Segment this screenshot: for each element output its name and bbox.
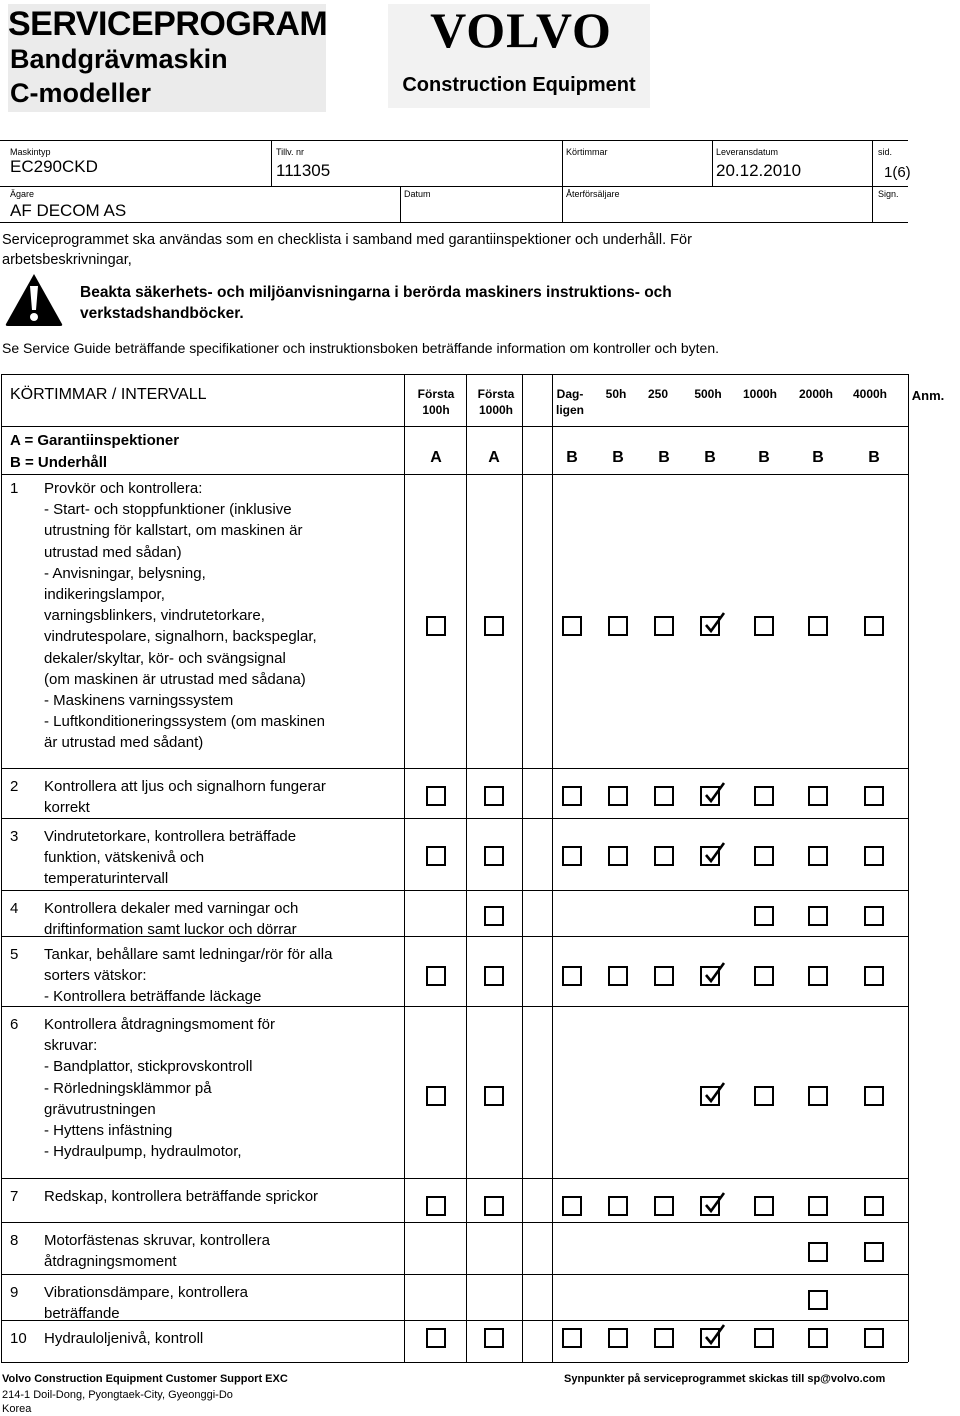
item-number: 7 — [10, 1188, 19, 1205]
aterforsaljare-label: Återförsäljare — [566, 189, 620, 199]
info-divider — [562, 140, 563, 222]
checkbox[interactable] — [426, 786, 446, 806]
item-description — [44, 478, 325, 754]
checkbox[interactable] — [864, 906, 884, 926]
column-header-line1: 4000h — [852, 387, 888, 401]
column-category: B — [658, 449, 670, 466]
column-header — [634, 386, 682, 402]
anm-label: Anm. — [911, 388, 945, 403]
checkbox[interactable] — [864, 966, 884, 986]
checkbox[interactable] — [562, 1328, 582, 1348]
checkbox-checked[interactable] — [700, 846, 720, 866]
column-category: A — [488, 449, 500, 466]
column-category: B — [612, 449, 624, 466]
checkbox[interactable] — [808, 1196, 828, 1216]
item-description-line: skruvar: — [44, 1037, 98, 1055]
intro-text: Serviceprogrammet ska användas som en checklista i samband med garantiinspektioner och underhåll. För — [2, 232, 692, 248]
checkmark-icon — [703, 612, 725, 634]
item-description-line: vindrutespolare, signalhorn, backspeglar, — [44, 628, 317, 646]
item-description-line: - Hyttens infästning — [44, 1122, 173, 1140]
checkbox[interactable] — [808, 906, 828, 926]
item-description-line: Tankar, behållare samt ledningar/rör för alla — [44, 946, 333, 963]
checkbox[interactable] — [754, 616, 774, 636]
checkbox[interactable] — [808, 1086, 828, 1106]
checkbox[interactable] — [484, 786, 504, 806]
checkbox-checked[interactable] — [700, 1086, 720, 1106]
item-description — [44, 898, 298, 940]
column-header — [412, 386, 460, 418]
column-category: A — [430, 449, 442, 466]
checkmark-icon — [703, 782, 725, 804]
intervall-label: KÖRTIMMAR / INTERVALL — [10, 386, 207, 403]
checkbox[interactable] — [754, 1196, 774, 1216]
checkbox[interactable] — [608, 1328, 628, 1348]
item-description-line: - Maskinens varningssystem — [44, 692, 234, 710]
checkbox[interactable] — [608, 1196, 628, 1216]
column-header-line2: 100h — [422, 403, 450, 417]
warning-text: Beakta säkerhets- och miljöanvisningarna i berörda maskiners instruktions- och — [80, 284, 672, 301]
checkbox[interactable] — [654, 846, 674, 866]
checkbox[interactable] — [562, 1196, 582, 1216]
footer-feedback: Synpunkter på serviceprogrammet skickas till sp@volvo.com — [564, 1373, 886, 1385]
checkmark-icon — [703, 1082, 725, 1104]
checkbox[interactable] — [562, 616, 582, 636]
checkbox[interactable] — [484, 966, 504, 986]
checkbox-checked[interactable] — [700, 786, 720, 806]
table-column-line — [908, 374, 909, 1362]
item-number: 10 — [10, 1330, 27, 1347]
sid-label: sid. — [878, 147, 893, 157]
table-top-line — [1, 374, 908, 375]
item-number: 6 — [10, 1016, 19, 1033]
info-grid-bottom — [0, 222, 908, 223]
footer-company: Volvo Construction Equipment Customer Support EXC — [2, 1373, 288, 1385]
maskintyp-value: EC290CKD — [10, 157, 98, 176]
datum-label: Datum — [404, 189, 431, 199]
checkmark-icon — [703, 1192, 725, 1214]
column-header — [792, 386, 840, 402]
checkbox[interactable] — [426, 1086, 446, 1106]
info-grid-mid — [0, 186, 908, 187]
checkbox[interactable] — [864, 1196, 884, 1216]
item-description-line: - Kontrollera beträffande läckage — [44, 988, 262, 1006]
item-description-line: grävutrustningen — [44, 1100, 156, 1118]
item-description-line: - Hydraulpump, hydraulmotor, — [44, 1143, 242, 1161]
column-header — [684, 386, 732, 402]
column-header-line1: 250 — [647, 387, 669, 401]
checkbox[interactable] — [484, 1196, 504, 1216]
service-guide-text: Se Service Guide beträffande specifikationer och instruktionsboken beträffande information om kontroller och byten. — [2, 340, 720, 356]
table-row-line — [1, 1274, 908, 1275]
item-description-line: Redskap, kontrollera beträffande sprickor — [44, 1188, 319, 1205]
column-header — [592, 386, 640, 402]
checkbox[interactable] — [562, 786, 582, 806]
item-description-line: Vibrationsdämpare, kontrollera — [44, 1284, 249, 1301]
column-header — [472, 386, 520, 418]
volvo-logo-text: VOLVO — [430, 2, 612, 58]
column-category: B — [566, 449, 578, 466]
checkbox[interactable] — [654, 966, 674, 986]
checkbox[interactable] — [754, 1086, 774, 1106]
item-description-line: är utrustad med sådant) — [44, 734, 204, 752]
sign-label: Sign. — [878, 189, 899, 199]
volvo-logo-subtext: Construction Equipment — [402, 74, 636, 96]
checkbox[interactable] — [484, 1086, 504, 1106]
table-header-line — [1, 426, 908, 427]
item-description — [44, 1328, 203, 1349]
item-description-line: Kontrollera dekaler med varningar och — [44, 900, 299, 917]
checkbox[interactable] — [484, 906, 504, 926]
column-header-line1: Dag- — [556, 387, 584, 401]
item-description — [44, 1186, 318, 1207]
item-number: 4 — [10, 900, 19, 917]
item-description-line: (om maskinen är utrustad med sådana) — [44, 670, 306, 688]
item-description-line: temperaturintervall — [44, 870, 169, 888]
document-subtitle: Bandgrävmaskin — [10, 44, 228, 74]
intro-text-2: arbetsbeskrivningar, — [2, 252, 132, 268]
checkbox[interactable] — [864, 1242, 884, 1262]
agare-label: Ägare — [10, 189, 35, 199]
checkbox[interactable] — [654, 616, 674, 636]
checkbox[interactable] — [608, 616, 628, 636]
table-bottom-line — [1, 1362, 908, 1363]
column-category: B — [758, 449, 770, 466]
column-header — [846, 386, 894, 402]
table-column-line — [404, 374, 405, 1362]
table-column-line — [552, 374, 553, 1362]
column-header-line1: 50h — [605, 387, 627, 401]
checkbox-checked[interactable] — [700, 616, 720, 636]
warning-text-2: verkstadshandböcker. — [80, 305, 244, 322]
checkbox[interactable] — [754, 1328, 774, 1348]
column-category: B — [704, 449, 716, 466]
checkbox[interactable] — [864, 616, 884, 636]
item-description — [44, 776, 326, 818]
item-description — [44, 1230, 270, 1272]
leveransdatum-value: 20.12.2010 — [716, 161, 802, 180]
document-title: SERVICEPROGRAM — [8, 5, 328, 43]
checkbox[interactable] — [808, 1290, 828, 1310]
checkbox[interactable] — [562, 846, 582, 866]
checkbox[interactable] — [608, 966, 628, 986]
warning-icon — [4, 272, 64, 328]
item-description-line: Hydrauloljenivå, kontroll — [44, 1330, 204, 1347]
checkbox[interactable] — [426, 966, 446, 986]
item-number: 8 — [10, 1232, 19, 1249]
checkbox[interactable] — [484, 846, 504, 866]
item-number: 9 — [10, 1284, 19, 1301]
column-header-line1: 2000h — [798, 387, 834, 401]
item-description-line: funktion, vätskenivå och — [44, 849, 205, 867]
footer-address: 214-1 Doil-Dong, Pyongtaek-City, Gyeonggi-Do — [2, 1389, 233, 1401]
checkbox-checked[interactable] — [700, 966, 720, 986]
checkmark-icon — [703, 842, 725, 864]
sid-value: 1(6) — [884, 164, 911, 181]
table-legend-line — [1, 474, 908, 475]
checkbox[interactable] — [808, 1328, 828, 1348]
item-number: 3 — [10, 828, 19, 845]
tillv-value: 111305 — [276, 161, 331, 180]
column-header-line2: ligen — [555, 403, 584, 417]
table-column-line — [522, 374, 523, 1362]
item-description-line: Vindrutetorkare, kontrollera beträffade — [44, 828, 297, 845]
checkbox[interactable] — [808, 966, 828, 986]
checkbox[interactable] — [864, 786, 884, 806]
checkmark-icon — [703, 1324, 725, 1346]
checkmark-icon — [703, 962, 725, 984]
checkbox[interactable] — [808, 1242, 828, 1262]
item-description-line: - Bandplattor, stickprovskontroll — [44, 1058, 253, 1076]
checkbox[interactable] — [426, 616, 446, 636]
checkbox[interactable] — [864, 846, 884, 866]
item-description-line: Kontrollera att ljus och signalhorn fungerar — [44, 778, 326, 795]
item-description-line: åtdragningsmoment — [44, 1253, 177, 1271]
column-category: B — [868, 449, 880, 466]
checkbox[interactable] — [484, 1328, 504, 1348]
item-description-line: - Luftkonditioneringssystem (om maskinen — [44, 713, 325, 731]
column-category: B — [812, 449, 824, 466]
checkbox-checked[interactable] — [700, 1328, 720, 1348]
checkbox[interactable] — [754, 966, 774, 986]
table-row-line — [1, 1178, 908, 1179]
item-description-line: Motorfästenas skruvar, kontrollera — [44, 1232, 270, 1249]
checkbox[interactable] — [654, 786, 674, 806]
item-description-line: utrustning för kallstart, om maskinen är — [44, 522, 303, 540]
checkbox[interactable] — [426, 1328, 446, 1348]
column-header — [736, 386, 784, 402]
item-number: 1 — [10, 480, 19, 497]
item-description — [44, 944, 333, 1008]
checkbox[interactable] — [808, 786, 828, 806]
item-description-line: - Anvisningar, belysning, — [44, 564, 206, 582]
checkbox[interactable] — [754, 846, 774, 866]
checkbox[interactable] — [426, 846, 446, 866]
info-divider — [712, 140, 713, 186]
item-description — [44, 1282, 248, 1324]
document-model: C-modeller — [10, 78, 152, 108]
tillv-label: Tillv. nr — [276, 147, 304, 157]
column-header-line2: 1000h — [478, 403, 514, 417]
item-description-line: - Rörledningsklämmor på — [44, 1079, 212, 1097]
item-description-line: sorters vätskor: — [44, 967, 147, 985]
item-description-line: varningsblinkers, vindrutetorkare, — [44, 607, 265, 625]
column-header-line1: Första — [477, 387, 515, 401]
footer-country: Korea — [2, 1403, 32, 1415]
checkbox[interactable] — [608, 786, 628, 806]
info-divider — [271, 140, 272, 186]
item-description — [44, 826, 296, 890]
item-description-line: dekaler/skyltar, kör- och svängsignal — [44, 649, 286, 667]
checkbox[interactable] — [562, 966, 582, 986]
checkbox[interactable] — [808, 616, 828, 636]
agare-value: AF DECOM AS — [10, 201, 127, 220]
item-description-line: beträffande — [44, 1305, 120, 1323]
item-description-line: Kontrollera åtdragningsmoment för — [44, 1016, 275, 1033]
checkbox-checked[interactable] — [700, 1196, 720, 1216]
checkbox[interactable] — [608, 846, 628, 866]
item-number: 2 — [10, 778, 19, 795]
info-grid-top — [0, 140, 908, 141]
column-header — [546, 386, 594, 418]
checkbox[interactable] — [654, 1328, 674, 1348]
checkbox[interactable] — [754, 786, 774, 806]
table-row-line — [1, 1222, 908, 1223]
column-header-line1: 500h — [694, 387, 722, 401]
legend-b: B = Underhåll — [10, 454, 108, 471]
column-header-line1: 1000h — [742, 387, 778, 401]
item-description-line: driftinformation samt luckor och dörrar — [44, 921, 297, 939]
item-description-line: korrekt — [44, 799, 90, 817]
info-divider — [400, 186, 401, 222]
item-number: 5 — [10, 946, 19, 963]
checkbox[interactable] — [754, 906, 774, 926]
table-row-line — [1, 890, 908, 891]
table-column-line — [466, 374, 467, 1362]
checkbox[interactable] — [808, 846, 828, 866]
item-description-line: indikeringslampor, — [44, 586, 165, 604]
item-description-line: - Start- och stoppfunktioner (inklusive — [44, 501, 292, 519]
checkbox[interactable] — [426, 1196, 446, 1216]
checkbox[interactable] — [864, 1086, 884, 1106]
legend-a: A = Garantiinspektioner — [10, 432, 180, 449]
table-column-line — [1, 374, 2, 1362]
item-description-line: Provkör och kontrollera: — [44, 480, 203, 497]
leveransdatum-label: Leveransdatum — [716, 147, 779, 157]
checkbox[interactable] — [864, 1328, 884, 1348]
item-description — [44, 1014, 275, 1162]
info-divider — [872, 140, 873, 222]
column-header-line1: Första — [417, 387, 455, 401]
checkbox[interactable] — [484, 616, 504, 636]
maskintyp-label: Maskintyp — [10, 147, 51, 157]
checkbox[interactable] — [654, 1196, 674, 1216]
kortimmar-label: Körtimmar — [566, 147, 608, 157]
table-row-line — [1, 768, 908, 769]
item-description-line: utrustad med sådan) — [44, 543, 182, 561]
